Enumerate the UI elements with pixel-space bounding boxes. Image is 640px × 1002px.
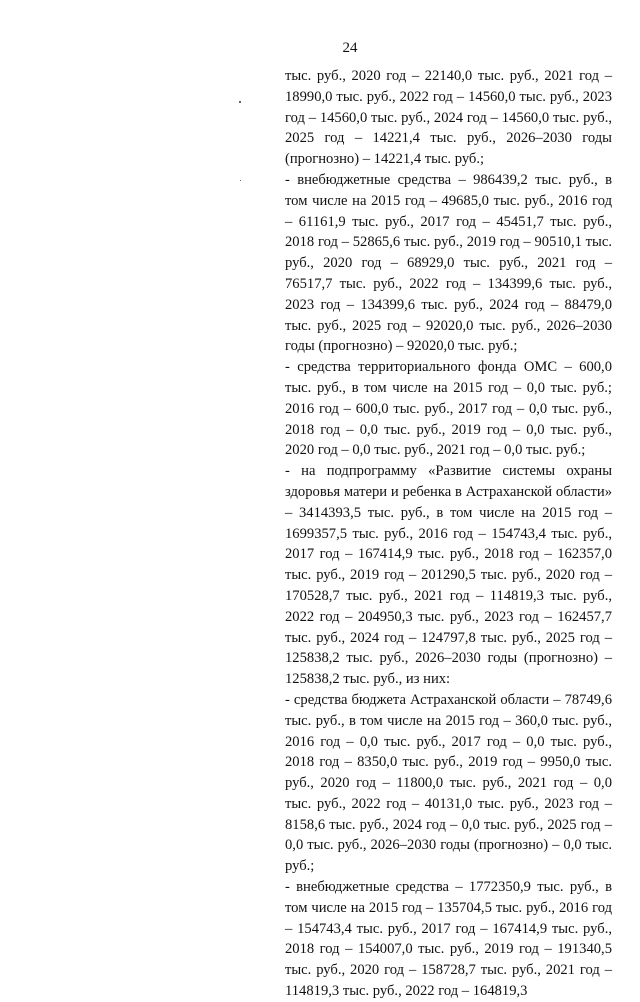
paragraph-continuation-funding: тыс. руб., 2020 год – 22140,0 тыс. руб., 2021 год – 18990,0 тыс. руб., 2022 год – 14560,0 тыс. руб., 2023 год – 14560,0 тыс. руб., 2024 год – 14560,0 тыс. руб., 2025 год – 14221,4 тыс. руб., 2026–2030 годы (прогнозно) – 14221,4 тыс. руб.;	[285, 68, 612, 168]
scan-speck	[240, 180, 241, 181]
paragraph-extrabudgetary-funds-2: - внебюджетные средства – 1772350,9 тыс. руб., в том числе на 2015 год – 135704,5 тыс. руб., 2016 год – 154743,4 тыс. руб., 2017 год – 167414,9 тыс. руб., 2018 год – 154007,0 тыс. руб., 2019 год – 191340,5 тыс. руб., 2020 год – 158728,7 тыс. руб., 2021 год – 114819,3 тыс. руб., 2022 год – 164819,3	[285, 879, 612, 1000]
scan-speck	[239, 101, 241, 103]
paragraph-extrabudgetary-funds: - внебюджетные средства – 986439,2 тыс. руб., в том числе на 2015 год – 49685,0 тыс. руб., 2016 год – 61161,9 тыс. руб., 2017 год – 45451,7 тыс. руб., 2018 год – 52865,6 тыс. руб., 2019 год – 90510,1 тыс. руб., 2020 год – 68929,0 тыс. руб., 2021 год – 76517,7 тыс. руб., 2022 год – 134399,6 тыс. руб., 2023 год – 134399,6 тыс. руб., 2024 год – 88479,0 тыс. руб., 2025 год – 92020,0 тыс. руб., 2026–2030 годы (прогнозно) – 92020,0 тыс. руб.;	[285, 171, 612, 355]
page-number: 24	[342, 40, 358, 56]
paragraph-oms-fund: - средства территориального фонда ОМС – 600,0 тыс. руб., в том числе на 2015 год – 0,0 тыс. руб.; 2016 год – 600,0 тыс. руб., 2017 год – 0,0 тыс. руб., 2018 год – 0,0 тыс. руб., 2019 год – 0,0 тыс. руб., 2020 год – 0,0 тыс. руб., 2021 год – 0,0 тыс. руб.;	[285, 359, 612, 459]
paragraph-regional-budget: - средства бюджета Астраханской области – 78749,6 тыс. руб., в том числе на 2015 год – 360,0 тыс. руб., 2016 год – 0,0 тыс. руб., 2017 год – 0,0 тыс. руб., 2018 год – 8350,0 тыс. руб., 2019 год – 9950,0 тыс. руб., 2020 год – 11800,0 тыс. руб., 2021 год – 0,0 тыс. руб., 2022 год – 40131,0 тыс. руб., 2023 год – 8158,6 тыс. руб., 2024 год – 0,0 тыс. руб., 2025 год – 0,0 тыс. руб., 2026–2030 годы (прогнозно) – 0,0 тыс. руб.;	[285, 691, 612, 875]
document-body	[285, 66, 612, 1002]
paragraph-maternal-child-subprogram: - на подпрограмму «Развитие системы охраны здоровья матери и ребенка в Астраханской области» – 3414393,5 тыс. руб., в том числе на 2015 год – 1699357,5 тыс. руб., 2016 год – 154743,4 тыс. руб., 2017 год – 167414,9 тыс. руб., 2018 год – 162357,0 тыс. руб., 2019 год – 201290,5 тыс. руб., 2020 год – 170528,7 тыс. руб., 2021 год – 114819,3 тыс. руб., 2022 год – 204950,3 тыс. руб., 2023 год – 162457,7 тыс. руб., 2024 год – 124797,8 тыс. руб., 2025 год – 125838,2 тыс. руб., 2026–2030 годы (прогнозно) – 125838,2 тыс. руб., из них:	[285, 463, 612, 688]
